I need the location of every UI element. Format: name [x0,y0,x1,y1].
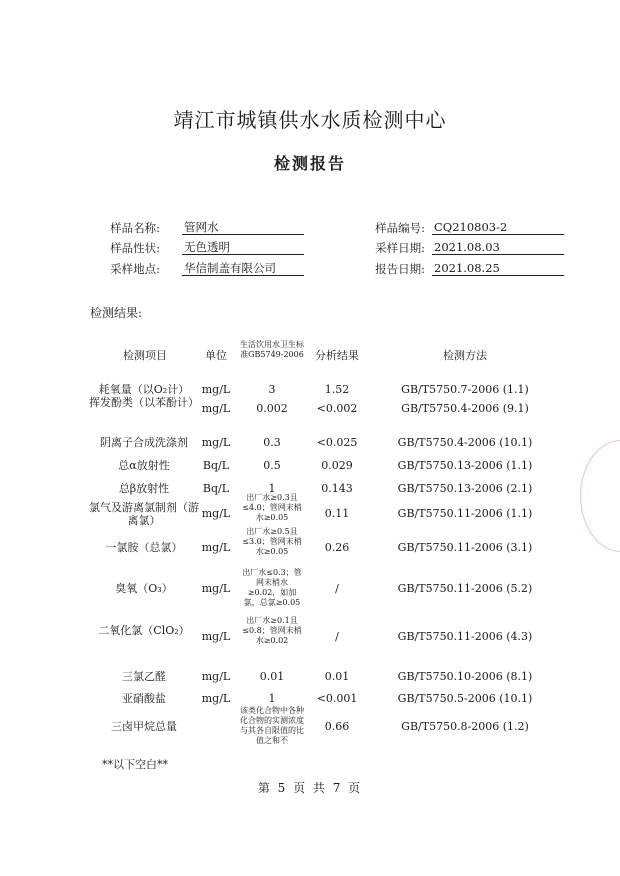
row-method: GB/T5750.13-2006 (2.1) [397,482,533,495]
page-title: 靖江市城镇供水水质检测中心 [173,108,447,132]
row-item: 总α放射性 [118,459,170,472]
row-item: 一氯胺（总氯） [105,541,183,554]
row-standard: 3 [268,383,276,396]
row-item: 三卤甲烷总量 [111,720,177,733]
header-unit: 单位 [205,349,227,362]
row-unit: mg/L [201,692,231,705]
row-unit: Bq/L [202,459,230,472]
row-method: GB/T5750.8-2006 (1.2) [401,720,529,733]
row-standard: 0.01 [259,670,285,683]
row-standard: 出厂水≥0.5且≤3.0；管网末梢水≥0.05 [242,527,302,556]
row-unit: Bq/L [202,482,230,495]
sample-no-label: 样品编号: [375,221,425,235]
row-method: GB/T5750.7-2006 (1.1) [401,383,529,396]
row-standard: 0.002 [256,402,288,415]
header-item: 检测项目 [123,349,167,362]
sampling-place-label: 采样地点: [110,262,160,276]
row-unit: mg/L [201,630,231,643]
header-method: 检测方法 [443,349,487,362]
row-standard: 出厂水≥0.3且≤4.0；管网末梢水≥0.05 [242,493,302,522]
row-standard: 出厂水≥0.1且≤0.8；管网末梢水≥0.02 [242,616,302,645]
row-unit: mg/L [201,582,231,595]
row-method: GB/T5750.11-2006 (3.1) [397,541,533,554]
results-heading: 检测结果: [90,306,143,320]
row-result: / [335,630,339,643]
row-standard: 1 [268,692,276,705]
row-item: 二氧化氯（ClO₂） [98,624,190,637]
row-unit: mg/L [201,541,231,554]
row-unit: mg/L [201,507,231,520]
row-result: 0.26 [324,541,350,554]
sample-name-value: 管网水 [182,220,304,235]
row-method: GB/T5750.11-2006 (4.3) [397,630,533,643]
row-result: 0.66 [324,720,350,733]
report-title: 检测报告 [273,154,346,173]
seal-stamp [580,440,620,552]
page-number: 第 5 页 共 7 页 [257,781,363,795]
sampling-date-label: 采样日期: [375,241,425,255]
row-item: 总β放射性 [118,482,170,495]
row-item: 阴离子合成洗涤剂 [100,436,188,449]
row-result: 0.143 [321,482,353,495]
sample-state-label: 样品性状: [110,241,160,255]
header-standard: 生活饮用水卫生标准GB5749-2006 [240,340,304,359]
row-result: 1.52 [324,383,350,396]
row-result: / [335,582,339,595]
row-method: GB/T5750.11-2006 (5.2) [397,582,533,595]
sampling-place-value: 华信制盖有限公司 [182,261,304,276]
row-item: 三氯乙醛 [122,670,166,683]
row-method: GB/T5750.4-2006 (10.1) [397,436,533,449]
row-result: <0.025 [316,436,358,449]
report-date-value: 2021.08.25 [432,261,564,276]
row-item: 挥发酚类（以苯酚计） [89,396,199,409]
row-unit: mg/L [201,402,231,415]
row-item: 耗氧量（以O₂计） [98,383,190,396]
row-result: 0.11 [324,507,350,520]
row-standard: 0.3 [263,436,281,449]
row-result: 0.029 [321,459,353,472]
row-item: 臭氧（O₃） [115,582,173,595]
row-method: GB/T5750.11-2006 (1.1) [397,507,533,520]
row-item: 氯气及游离氯制剂（游离氯） [89,501,199,527]
row-result: 0.01 [324,670,350,683]
row-unit: mg/L [201,383,231,396]
row-method: GB/T5750.13-2006 (1.1) [397,459,533,472]
row-unit: mg/L [201,670,231,683]
end-note: **以下空白** [102,758,168,771]
row-method: GB/T5750.4-2006 (9.1) [401,402,529,415]
row-standard: 0.5 [263,459,281,472]
row-standard: 1 [268,482,276,495]
row-method: GB/T5750.10-2006 (8.1) [397,670,533,683]
sampling-date-value: 2021.08.03 [432,240,564,255]
row-item: 亚硝酸盐 [122,692,166,705]
sample-name-label: 样品名称: [110,221,160,235]
sample-state-value: 无色透明 [182,240,304,255]
row-result: <0.002 [316,402,358,415]
report-date-label: 报告日期: [375,262,425,276]
row-method: GB/T5750.5-2006 (10.1) [397,692,533,705]
row-standard: 该类化合物中各种化合物的实测浓度与其各自限值的比值之和不 [240,706,304,745]
row-unit: mg/L [201,436,231,449]
header-result: 分析结果 [315,349,359,362]
row-standard: 出厂水≤0.3；管网末梢水≥0.02，如加氯，总氯≥0.05 [242,568,302,607]
row-result: <0.001 [316,692,358,705]
sample-no-value: CQ210803-2 [432,220,564,235]
